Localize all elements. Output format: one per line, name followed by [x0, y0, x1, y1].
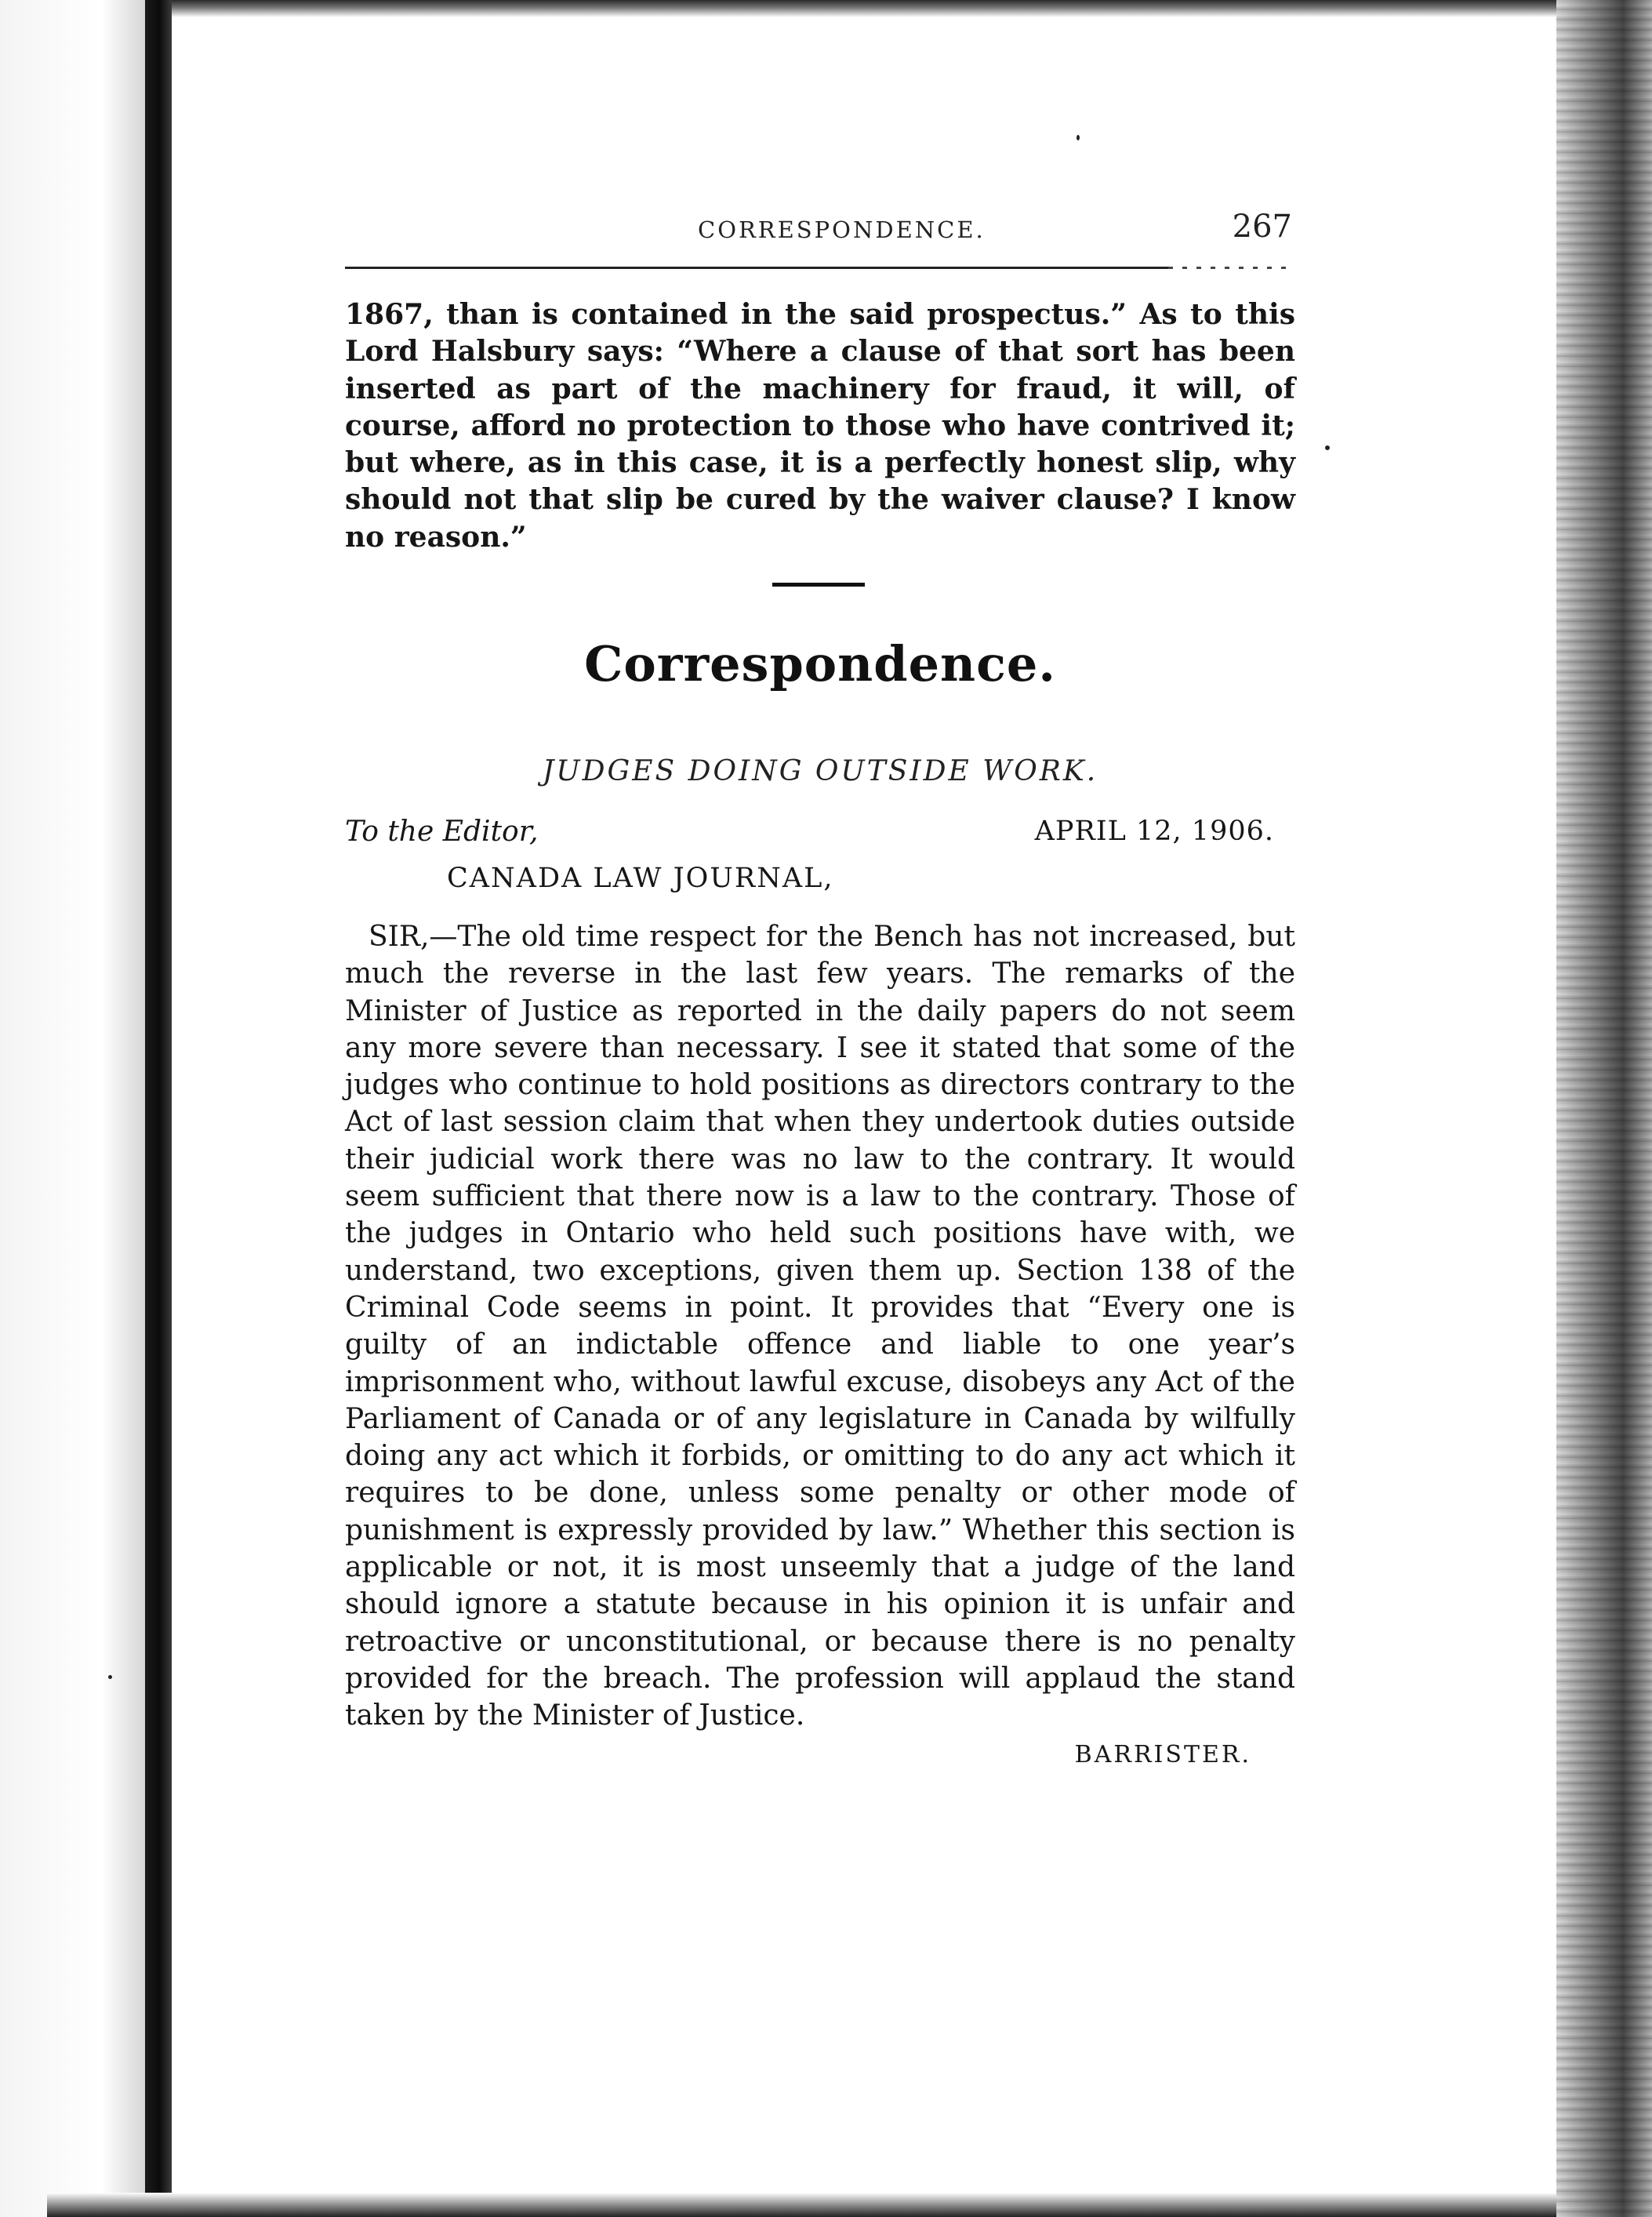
- letter-body: SIR,—The old time respect for the Bench has not increased, but much the reverse in the last few years. The remarks of the Minister of Justice as reported in the daily papers do not seem any more severe than necessary. I see it stated that some of the judges who continue to hold positions as directors contrary to the Act of last session claim that when they undertook duties outside their judicial work there was no law to the contrary. It would seem sufficient that there now is a law to the contrary. Those of the judges in Ontario who held such positions have with, we understand, two exceptions, given them up. Section 138 of the Criminal Code seems in point. It provides that “Every one is guilty of an indictable offence and liable to one year’s imprisonment who, without lawful excuse, disobeys any Act of the Parliament of Canada or of any legislature in Canada by wilfully doing any act which it forbids, or omitting to do any act which it requires to be done, unless some penalty or other mode of punishment is expressly provided by law.” Whether this section is applicable or not, it is most unseemly that a judge of the land should ignore a statute because in his opinion it is unfair and retroactive or unconstitutional, or because there is no penalty provided for the breach. The profession will applaud the stand taken by the Minister of Justice.: [345, 921, 1295, 1732]
- page-edge-stack: [1556, 0, 1652, 2217]
- scan-left-margin: [0, 0, 145, 2217]
- letter-heading: JUDGES DOING OUTSIDE WORK.: [542, 755, 1098, 787]
- header-rule: [345, 267, 1168, 269]
- letter-recipient: CANADA LAW JOURNAL,: [447, 863, 834, 894]
- letter-date: APRIL 12, 1906.: [1034, 816, 1274, 847]
- scan-speck: [1325, 445, 1330, 450]
- document-page: [345, 0, 1295, 2217]
- intro-paragraph: 1867, than is contained in the said prospectus.” As to this Lord Halsbury says: “Where a clause of that sort has been inserted as part of the machinery for fraud, it will, of course, afford no protection to those who have contrived it; but where, as in this case, it is a perfectly honest slip, why should not that slip be cured by the waiver clause? I know no reason.”: [345, 298, 1295, 554]
- letter-salutation: To the Editor,: [345, 816, 539, 848]
- running-header: [345, 205, 1295, 253]
- header-rule-dotted: [1168, 267, 1294, 269]
- running-title: CORRESPONDENCE.: [698, 216, 986, 243]
- book-spine-shadow: [145, 0, 172, 2217]
- page-number: 267: [1232, 209, 1292, 245]
- letter-signature: BARRISTER.: [1074, 1741, 1251, 1768]
- section-divider: [772, 583, 865, 587]
- section-title: Correspondence.: [584, 635, 1056, 692]
- scan-speck: [108, 1675, 112, 1679]
